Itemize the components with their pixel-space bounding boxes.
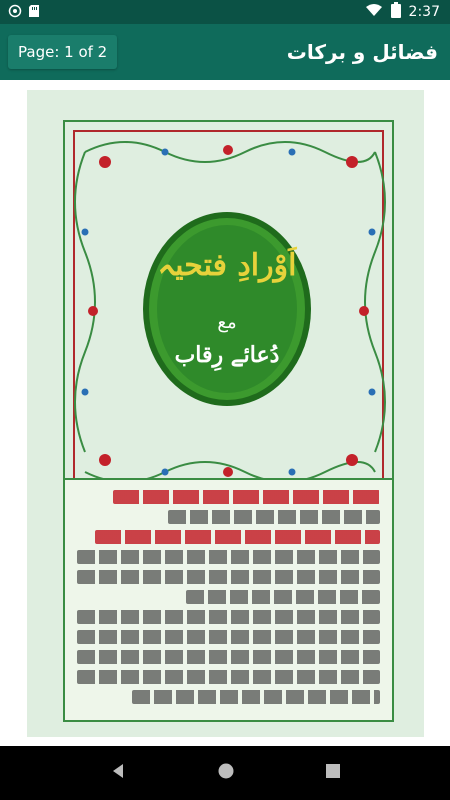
text-line — [186, 590, 380, 604]
home-icon[interactable] — [217, 762, 235, 784]
pdf-viewer[interactable] — [0, 80, 450, 746]
status-bar — [0, 0, 450, 24]
navigation-bar — [0, 746, 450, 800]
clock: 2:37 — [408, 4, 440, 20]
page-text-lines — [77, 490, 380, 706]
cover-title: اَوْرادِ فتحیہ — [157, 248, 297, 283]
cover-medallion — [142, 211, 312, 407]
text-line — [113, 490, 380, 504]
text-line — [77, 650, 380, 664]
page-text-panel — [63, 478, 394, 722]
cover-subtitle-2: دُعائے رِقاب — [174, 342, 280, 368]
text-line — [77, 570, 380, 584]
app-title: فضائل و برکات — [286, 40, 438, 64]
book-page-scan[interactable] — [27, 90, 424, 737]
text-line — [77, 550, 380, 564]
wifi-icon — [365, 3, 383, 21]
recents-icon[interactable] — [325, 763, 341, 783]
text-line — [95, 530, 380, 544]
cover-subtitle-1: مع — [217, 312, 237, 333]
text-line — [77, 670, 380, 684]
text-line — [132, 690, 380, 704]
text-line — [77, 610, 380, 624]
sd-card-icon — [28, 3, 40, 22]
text-line — [168, 510, 380, 524]
text-line — [77, 630, 380, 644]
battery-icon — [391, 2, 401, 22]
app-toolbar — [0, 24, 450, 80]
sync-icon — [8, 3, 22, 22]
page-indicator-button[interactable]: Page: 1 of 2 — [8, 35, 117, 69]
back-icon[interactable] — [109, 762, 127, 784]
